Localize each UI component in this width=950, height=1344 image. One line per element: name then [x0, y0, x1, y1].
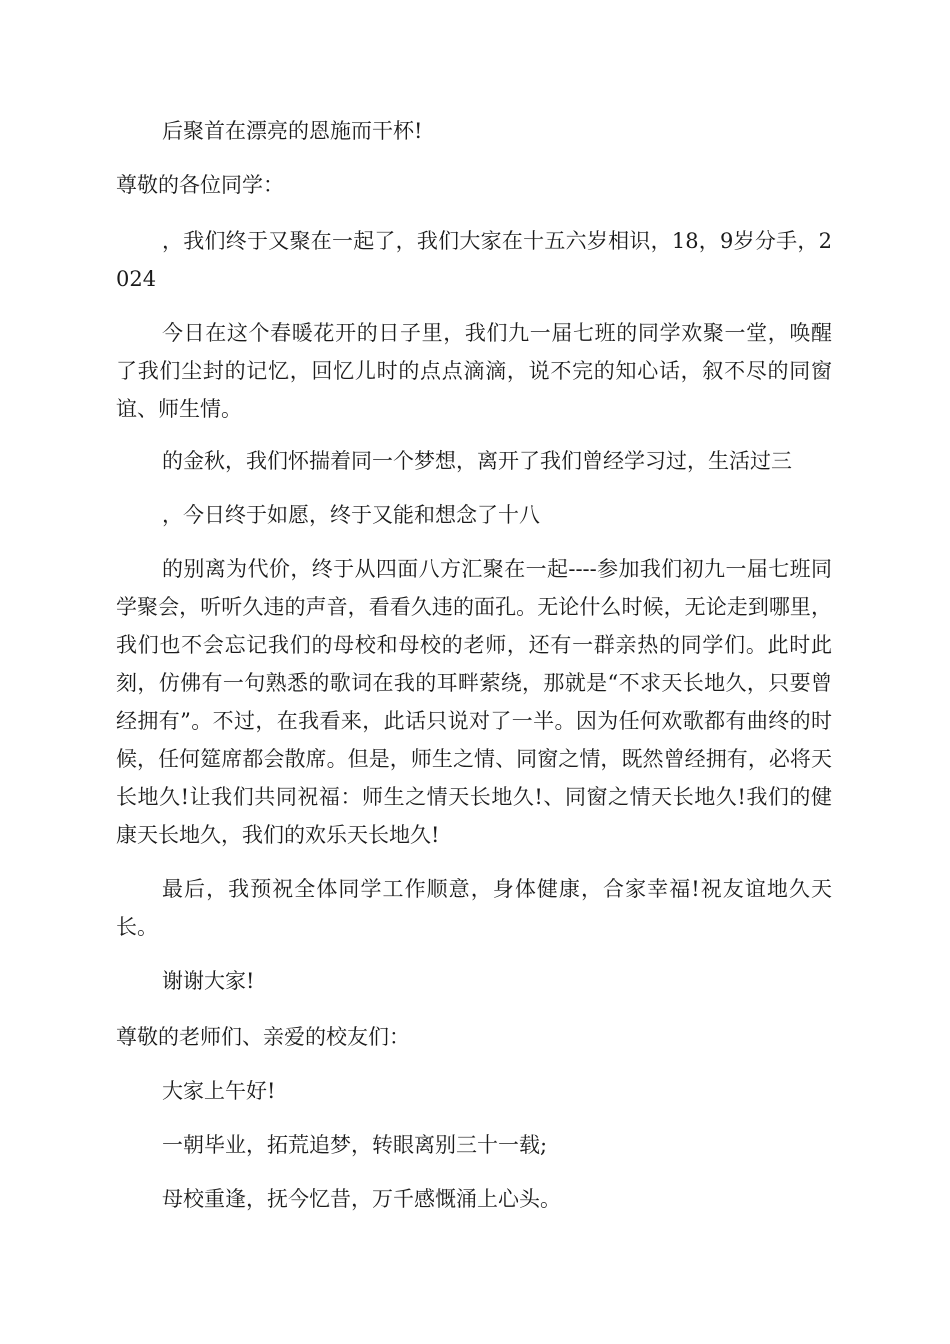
paragraph-greeting: 大家上午好!	[162, 1079, 276, 1103]
paragraph-reunion-emotion: 母校重逢，抚今忆昔，万千感慨涌上心头。	[162, 1187, 561, 1211]
paragraph-golden-autumn: 的金秋，我们怀揣着同一个梦想，离开了我们曾经学习过，生活过三	[162, 449, 792, 473]
salutation-classmates: 尊敬的各位同学：	[116, 173, 284, 197]
salutation-teachers-alumni: 尊敬的老师们、亲爱的校友们：	[116, 1025, 410, 1049]
paragraph-thanks: 谢谢大家!	[162, 969, 255, 993]
paragraph-friendship-forever: 的别离为代价，终于从四面八方汇聚在一起----参加我们初九一届七班同学聚会，听听久违的声音，看看久违的面孔。无论什么时候，无论走到哪里，我们也不会忘记我们的母校和母校的老师，还有一群亲热的同学们。此时此刻，仿佛有一句熟悉的歌词在我的耳畔萦绕，那就是“不求天长地久，只要曾经拥有”。不过，在我看来，此话只说对了一半。因为任何欢歌都有曲终的时候，任何筵席都会散席。但是，师生之情、同窗之情，既然曾经拥有，必将天长地久!让我们共同祝福：师生之情天长地久!、同窗之情天长地久!我们的健康天长地久，我们的欢乐天长地久!	[116, 557, 832, 847]
paragraph-reunion-intro: ，我们终于又聚在一起了，我们大家在十五六岁相识，18，9岁分手，2024	[116, 229, 832, 291]
paragraph-final-wishes: 最后，我预祝全体同学工作顺意，身体健康，合家幸福!祝友谊地久天长。	[116, 877, 832, 939]
paragraph-closing-toast: 后聚首在漂亮的恩施而干杯!	[162, 119, 423, 143]
paragraph-spring-gathering: 今日在这个春暖花开的日子里，我们九一届七班的同学欢聚一堂，唤醒了我们尘封的记忆，回忆儿时的点点滴滴，说不完的知心话，叙不尽的同窗谊、师生情。	[116, 321, 832, 421]
paragraph-wish-fulfilled: ，今日终于如愿，终于又能和想念了十八	[162, 503, 540, 527]
paragraph-graduation-years: 一朝毕业，拓荒追梦，转眼离别三十一载;	[162, 1133, 548, 1157]
